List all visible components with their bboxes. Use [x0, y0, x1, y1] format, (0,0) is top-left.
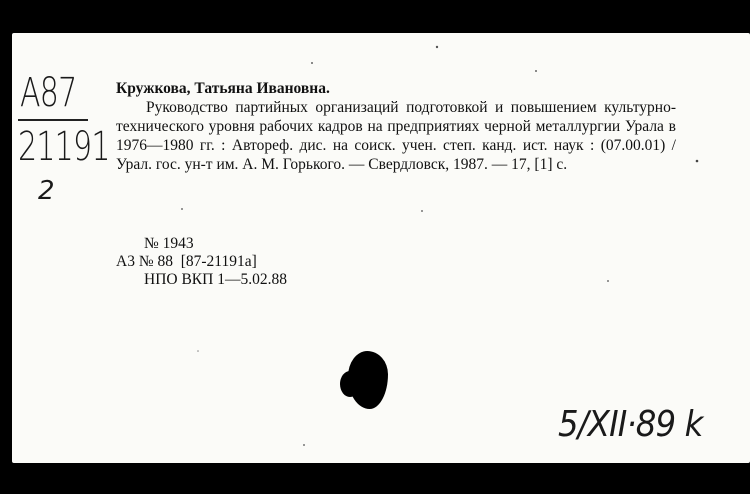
handwritten-date-note: 5/XII·89 k [557, 404, 702, 445]
scan-speckles [12, 33, 750, 463]
code-line-1: № 1943 [144, 235, 194, 252]
code-line-3: НПО ВКП 1—5.02.88 [144, 271, 287, 288]
shelf-mark-number: 21191 [18, 124, 110, 170]
code-line-2: А3 № 88 [87-21191а] [116, 253, 257, 270]
copy-number: 2 [38, 176, 54, 206]
catalog-card [12, 33, 750, 463]
shelf-mark-letter: А87 [20, 70, 77, 116]
author-heading: Кружкова, Татьяна Ивановна. [116, 80, 330, 97]
bibliographic-description: Руководство партийных организаций подготовкой и повышением культурно-технического уровня рабочих кадров на предприятиях черной металлургии Урала в 1976—1980 гг. : Автореф. дис. на соиск. учен. степ. канд. ист. наук : (07.00.01) / Урал. гос. ун-т им. А. М. Горького. — Свердловск, 1987. — 17, [1] с. [116, 99, 676, 173]
